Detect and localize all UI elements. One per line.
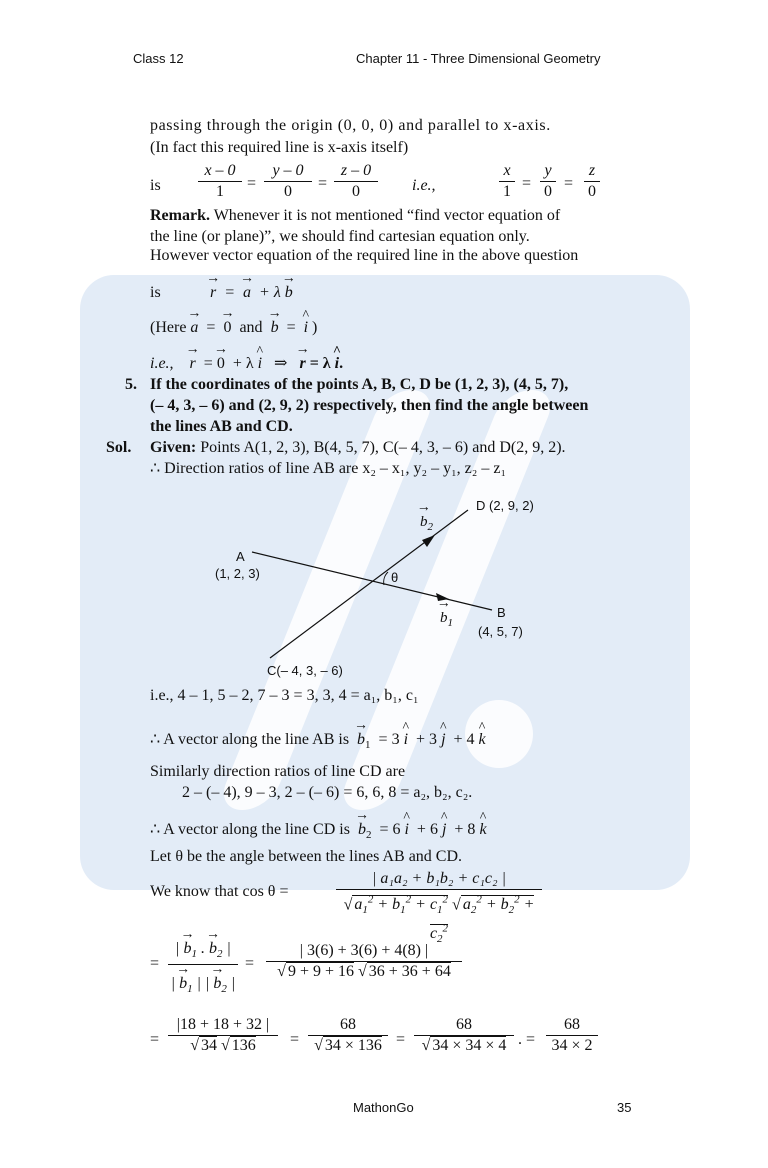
question-number: 5. (125, 376, 137, 393)
dr-ab-line: ∴ Direction ratios of line AB are x₂ – x₁, y₂ – y₁, z₂ – z₁ (150, 460, 507, 477)
question-line-1: If the coordinates of the points A, B, C, D be (1, 2, 3), (4, 5, 7), (150, 376, 569, 393)
label-theta: θ (391, 570, 399, 585)
vec-ab-line: ∴ A vector along the line AB is → $b_1 = 3$ ^ i + 3 ^ j + 4 ^ k (150, 730, 486, 755)
we-know-line: We know that cos θ = (150, 883, 289, 900)
ie-line-3: i.e., 4 – 1, 5 – 2, 7 – 3 = 3, 3, 4 = a₁, b₁, c₁ (150, 687, 419, 704)
text-is-1: is (150, 177, 161, 194)
label-b1: → $b_1$ (440, 610, 453, 629)
header-class: Class 12 (133, 51, 184, 66)
frac-vector-dot: $\frac{| \to b_1 . \to b_2 |}{| \to b_1 | | \to b_2 |}$ (168, 932, 238, 998)
given-line: Given: Points A(1, 2, 3), B(4, 5, 7), C(– 4, 3, – 6) and D(2, 9, 2). (150, 439, 566, 456)
text-line-2: (In fact this required line is x-axis itself) (150, 139, 409, 156)
page-number: 35 (617, 1100, 632, 1115)
frac-numeric-4: $\frac{68}{√ 34 \times 34 \times 4}$ (414, 1016, 514, 1055)
vec-cd-line: ∴ A vector along the line CD is → $b_2 = 6$ ^ i + 6 ^ j + 8 ^ k (150, 820, 487, 845)
sol-label: Sol. (106, 439, 132, 456)
let-theta-line: Let θ be the angle between the lines AB and CD. (150, 848, 463, 865)
footer-brand: MathonGo (353, 1100, 414, 1115)
question-line-3: the lines AB and CD. (150, 418, 293, 435)
question-line-2: (– 4, 3, – 6) and (2, 9, 2) respectively, then find the angle between (150, 397, 589, 414)
remark-line-2: the line (or plane)”, we should find cartesian equation only. (150, 228, 530, 245)
frac-numeric-2: $\frac{|18 + 18 + 32 |}{√ 34 √ 136}$ (168, 1016, 278, 1055)
label-a-coord: (1, 2, 3) (215, 566, 260, 581)
vector-eq-1: → r = → a + λ → b (210, 283, 293, 303)
label-c-coord: C(– 4, 3, – 6) (267, 663, 343, 678)
text-line-1: passing through the origin (0, 0, 0) and parallel to x-axis. (150, 117, 551, 134)
label-b-coord: (4, 5, 7) (478, 624, 523, 639)
header-chapter: Chapter 11 - Three Dimensional Geometry (356, 51, 601, 66)
text-is-2: is (150, 284, 161, 301)
frac-y: $\frac{y - 0}{0}$ (264, 162, 312, 201)
line-diagram (200, 490, 560, 690)
line-ab (252, 552, 492, 610)
arrow-cd (422, 535, 435, 547)
frac-x: $\frac{x - 0}{1}$ (198, 162, 242, 201)
cos-formula: $\frac{\text{| a₁a₂ + b₁b₂ + c₁c₂ |}}{√ a_1^2 + b_1^2 + c_1^2 √ a_2^2 + b_2^2 + c_2^2}$ (336, 870, 542, 948)
remark-line-1: Remark. Whenever it is not mentioned “find vector equation of (150, 207, 561, 224)
frac-numeric-5: $\frac{68}{34 \times 2}$ (546, 1016, 598, 1055)
line-cd (270, 510, 468, 658)
dr-cd-line: 2 – (– 4), 9 – 3, 2 – (– 6) = 6, 6, 8 = a₂, b₂, c₂. (182, 784, 473, 801)
label-b2: → $b_2$ (420, 514, 433, 533)
label-a: A (236, 549, 245, 564)
label-d-coord: D (2, 9, 2) (476, 498, 534, 513)
text-ie-1: i.e., (412, 177, 436, 194)
here-line: (Here → a = → 0 and → b = ^ i ) (150, 318, 317, 338)
remark-line-3: However vector equation of the required line in the above question (150, 247, 579, 264)
similarly-line: Similarly direction ratios of line CD are (150, 763, 406, 780)
frac-numeric-3: $\frac{68}{√ 34 \times 136}$ (308, 1016, 388, 1055)
frac-z: $\frac{z - 0}{0}$ (334, 162, 378, 201)
label-b: B (497, 605, 506, 620)
frac-numeric-1: $\frac{| 3(6) + 3(6) + 4(8) |}{√ 9 + 9 + 16 √ 36 + 36 + 64}$ (266, 942, 462, 981)
ie-line-2: i.e., → r = → 0 + λ ^ i ⇒ → r = λ ^ i. (150, 354, 343, 374)
